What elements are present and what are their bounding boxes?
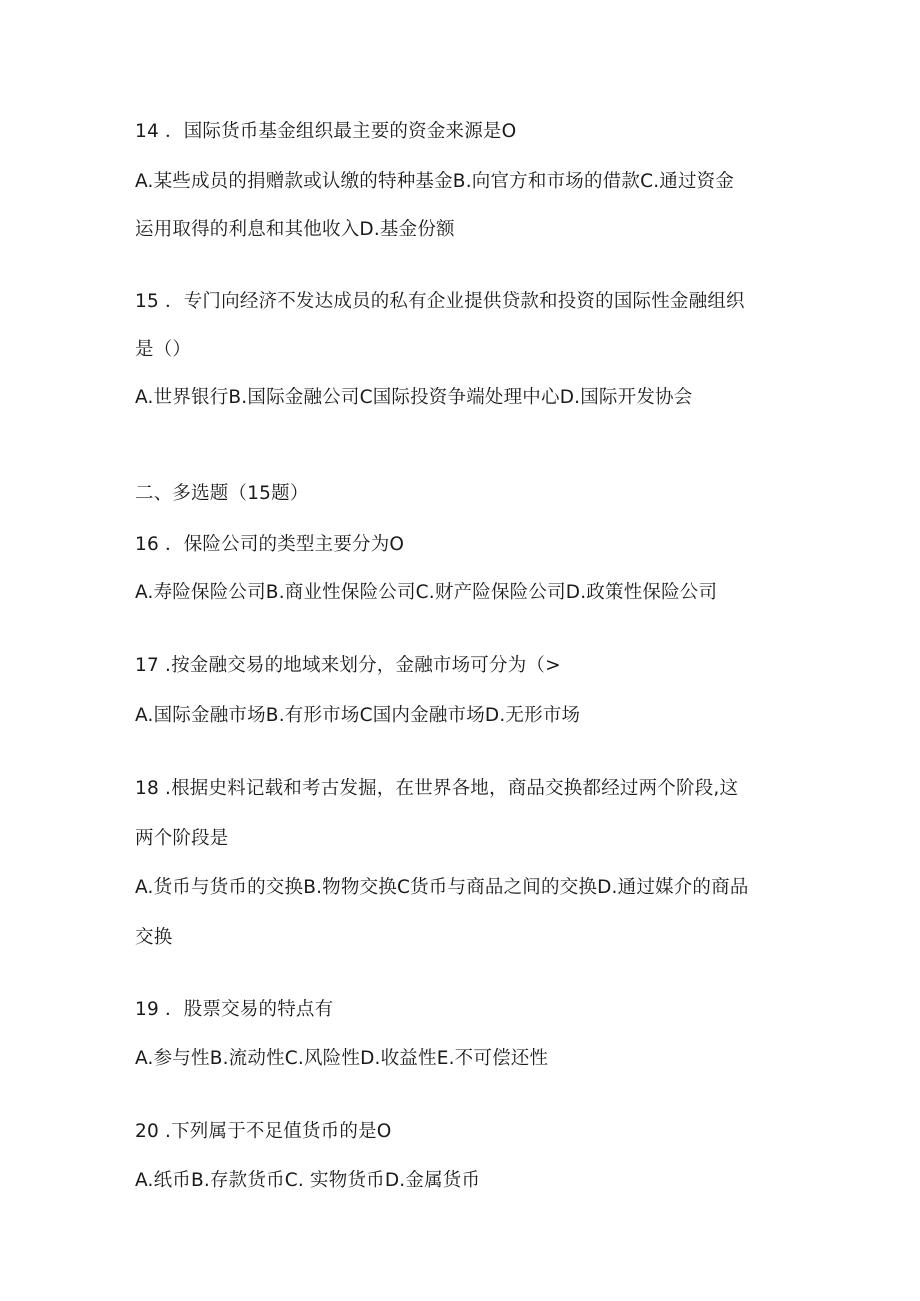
question-18-stem: 18 .根据史料记载和考古发掘，在世界各地，商品交换都经过两个阶段,这 — [135, 778, 739, 799]
question-18-stem-cont: 两个阶段是 — [135, 828, 229, 849]
question-14-options-cont: 运用取得的利息和其他收入D.基金份额 — [135, 219, 455, 240]
question-15-stem: 15 ．专门向经济不发达成员的私有企业提供贷款和投资的国际性金融组织 — [135, 291, 745, 312]
section-heading: 二、多选题（15题） — [135, 483, 309, 504]
question-16-options: A.寿险保险公司B.商业性保险公司C.财产险保险公司D.政策性保险公司 — [135, 582, 718, 603]
question-14-stem: 14 ．国际货币基金组织最主要的资金来源是O — [135, 121, 517, 142]
question-19-stem: 19 ．股票交易的特点有 — [135, 999, 334, 1020]
question-18-options: A.货币与货币的交换B.物物交换C货币与商品之间的交换D.通过媒介的商品 — [135, 877, 749, 898]
question-17-options: A.国际金融市场B.有形市场C国内金融市场D.无形市场 — [135, 705, 581, 726]
question-14-options: A.某些成员的捐赠款或认缴的特种基金B.向官方和市场的借款C.通过资金 — [135, 171, 735, 192]
question-20-options: A.纸币B.存款货币C. 实物货币D.金属货币 — [135, 1170, 481, 1191]
question-18-options-cont: 交换 — [135, 927, 173, 948]
question-16-stem: 16 ．保险公司的类型主要分为O — [135, 534, 405, 555]
question-15-stem-cont: 是（） — [135, 339, 192, 360]
question-20-stem: 20 .下列属于不足值货币的是O — [135, 1121, 392, 1142]
question-15-options: A.世界银行B.国际金融公司C国际投资争端处理中心D.国际开发协会 — [135, 387, 693, 408]
question-19-options: A.参与性B.流动性C.风险性D.收益性E.不可偿还性 — [135, 1048, 549, 1069]
question-17-stem: 17 .按金融交易的地域来划分，金融市场可分为（> — [135, 655, 561, 676]
